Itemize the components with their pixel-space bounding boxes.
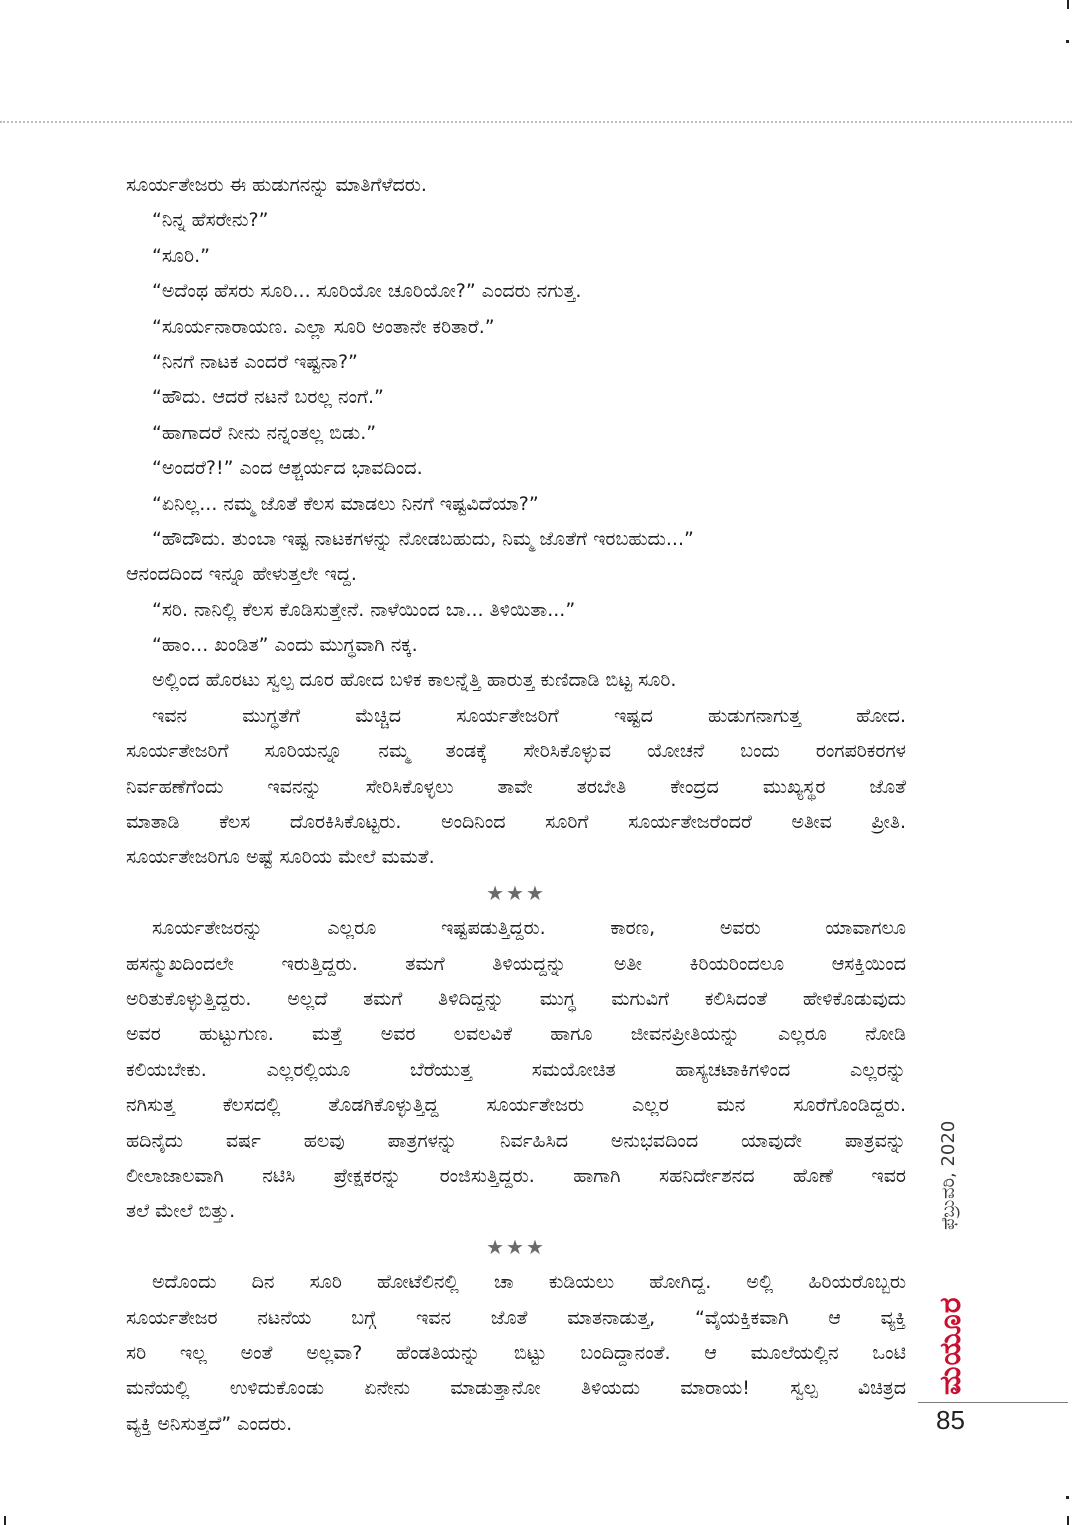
crop-mark (1066, 1496, 1069, 1499)
text-line: “ಅದೆಂಥ ಹೆಸರು ಸೂರಿ... ಸೂರಿಯೋ ಚೂರಿಯೋ?” ಎಂದರು ನಗುತ್ತ. (152, 280, 582, 303)
text-line: ಅವರ ಹುಟ್ಟುಗುಣ. ಮತ್ತೆ ಅವರ ಲವಲವಿಕೆ ಹಾಗೂ ಜೀವನಪ್ರೀತಿಯನ್ನು ಎಲ್ಲರೂ ನೋಡಿ (126, 1023, 906, 1046)
text-line: “ಸರಿ. ನಾನಿಲ್ಲಿ ಕೆಲಸ ಕೊಡಿಸುತ್ತೇನೆ. ನಾಳೆಯಿಂದ ಬಾ... ತಿಳಿಯಿತಾ...” (152, 598, 576, 621)
crop-mark (1066, 40, 1069, 43)
magazine-logo: ಮಯೂರ (933, 1296, 968, 1395)
text-line: ಅದೊಂದು ದಿನ ಸೂರಿ ಹೋಟೆಲಿನಲ್ಲಿ ಚಾ ಕುಡಿಯಲು ಹೋಗಿದ್ದ. ಅಲ್ಲಿ ಹಿರಿಯರೊಬ್ಬರು (152, 1271, 906, 1294)
section-separator: ★★★ (486, 1234, 546, 1259)
text-line: ಕಲಿಯಬೇಕು. ಎಲ್ಲರಲ್ಲಿಯೂ ಬೆರೆಯುತ್ತ ಸಮಯೋಚಿತ ಹಾಸ್ಯಚಟಾಕಿಗಳಿಂದ ಎಲ್ಲರನ್ನು (126, 1058, 906, 1081)
crop-mark (1067, 0, 1069, 9)
text-line: ಹದಿನೈದು ವರ್ಷ ಹಲವು ಪಾತ್ರಗಳನ್ನು ನಿರ್ವಹಿಸಿದ ಅನುಭವದಿಂದ ಯಾವುದೇ ಪಾತ್ರವನ್ನು (126, 1129, 906, 1152)
text-line: ನಿರ್ವಹಣೆಗೆಂದು ಇವನನ್ನು ಸೇರಿಸಿಕೊಳ್ಳಲು ತಾವೇ ತರಬೇತಿ ಕೇಂದ್ರದ ಮುಖ್ಯಸ್ಥರ ಜೊತೆ (126, 775, 906, 798)
text-line: “ಸೂರ್ಯನಾರಾಯಣ. ಎಲ್ಲಾ ಸೂರಿ ಅಂತಾನೇ ಕರಿತಾರೆ.” (152, 315, 495, 338)
text-line: ತಲೆ ಮೇಲೆ ಬಿತ್ತು. (126, 1200, 236, 1223)
text-line: “ಅಂದರೆ?!” ಎಂದ ಆಶ್ಚರ್ಯದ ಭಾವದಿಂದ. (152, 457, 423, 480)
text-line: ಹಸನ್ಮುಖದಿಂದಲೇ ಇರುತ್ತಿದ್ದರು. ತಮಗೆ ತಿಳಿಯದ್ದನ್ನು ಅತೀ ಕಿರಿಯರಿಂದಲೂ ಆಸಕ್ತಿಯಿಂದ (126, 952, 906, 975)
text-line: ಮನೆಯಲ್ಲಿ ಉಳಿದುಕೊಂಡು ಏನೇನು ಮಾಡುತ್ತಾನೋ ತಿಳಿಯದು ಮಾರಾಯ! ಸ್ವಲ್ಪ ವಿಚಿತ್ರದ (126, 1377, 906, 1400)
text-line: ವ್ಯಕ್ತಿ ಅನಿಸುತ್ತದೆ” ಎಂದರು. (126, 1412, 293, 1435)
text-line: ಸೂರ್ಯತೇಜರಿಗೆ ಸೂರಿಯನ್ನೂ ನಮ್ಮ ತಂಡಕ್ಕೆ ಸೇರಿಸಿಕೊಳ್ಳುವ ಯೋಚನೆ ಬಂದು ರಂಗಪರಿಕರಗಳ (126, 740, 906, 763)
crop-mark (4, 1516, 6, 1525)
text-line: ಸೂರ್ಯತೇಜರ ನಟನೆಯ ಬಗ್ಗೆ ಇವನ ಜೊತೆ ಮಾತನಾಡುತ್ತ, “ವೈಯಕ್ತಿಕವಾಗಿ ಆ ವ್ಯಕ್ತಿ (126, 1306, 906, 1329)
text-line: ಸೂರ್ಯತೇಜರಿಗೂ ಅಷ್ಟೆ ಸೂರಿಯ ಮೇಲೆ ಮಮತೆ. (126, 846, 435, 869)
text-line: “ಹಾಗಾದರೆ ನೀನು ನನ್ನಂತಲ್ಲ ಬಿಡು.” (152, 421, 377, 444)
text-line: “ಹೌದೌದು. ತುಂಬಾ ಇಷ್ಟ ನಾಟಕಗಳನ್ನು ನೋಡಬಹುದು, ನಿಮ್ಮ ಜೊತೆಗೆ ಇರಬಹುದು...” (152, 527, 694, 550)
text-line: “ಸೂರಿ.” (152, 244, 210, 267)
text-line: ಮಾತಾಡಿ ಕೆಲಸ ದೊರಕಿಸಿಕೊಟ್ಟರು. ಅಂದಿನಿಂದ ಸೂರಿಗೆ ಸೂರ್ಯತೇಜರೆಂದರೆ ಅತೀವ ಪ್ರೀತಿ. (126, 811, 906, 834)
page-number-rule (918, 1402, 1068, 1403)
text-line: ಸೂರ್ಯತೇಜರನ್ನು ಎಲ್ಲರೂ ಇಷ್ಟಪಡುತ್ತಿದ್ದರು. ಕಾರಣ, ಅವರು ಯಾವಾಗಲೂ (152, 917, 906, 940)
text-line: ಸರಿ ಇಲ್ಲ ಅಂತೆ ಅಲ್ಲವಾ? ಹೆಂಡತಿಯನ್ನು ಬಿಟ್ಟು ಬಂದಿದ್ದಾನಂತೆ. ಆ ಮೂಲೆಯಲ್ಲಿನ ಒಂಟಿ (126, 1341, 906, 1364)
text-line: ಆನಂದದಿಂದ ಇನ್ನೂ ಹೇಳುತ್ತಲೇ ಇದ್ದ. (126, 563, 357, 586)
text-line: ಸೂರ್ಯತೇಜರು ಈ ಹುಡುಗನನ್ನು ಮಾತಿಗೆಳೆದರು. (126, 174, 427, 196)
text-line: “ನಿನಗೆ ನಾಟಕ ಎಂದರೆ ಇಷ್ಟನಾ?” (152, 350, 358, 373)
header-dotted-rule (0, 121, 1072, 123)
text-line: “ಹೌದು. ಆದರೆ ನಟನೆ ಬರಲ್ಲ ನಂಗೆ.” (152, 386, 384, 409)
text-line: ನಗಿಸುತ್ತ ಕೆಲಸದಲ್ಲಿ ತೊಡಗಿಕೊಳ್ಳುತ್ತಿದ್ದ ಸೂರ್ಯತೇಜರು ಎಲ್ಲರ ಮನ ಸೂರೆಗೊಂಡಿದ್ದರು. (126, 1094, 906, 1117)
text-line: ಲೀಲಾಜಾಲವಾಗಿ ನಟಿಸಿ ಪ್ರೇಕ್ಷಕರನ್ನು ರಂಜಿಸುತ್ತಿದ್ದರು. ಹಾಗಾಗಿ ಸಹನಿರ್ದೇಶನದ ಹೊಣೆ ಇವರ (126, 1164, 906, 1187)
text-line: ಇವನ ಮುಗ್ಧತೆಗೆ ಮೆಚ್ಚಿದ ಸೂರ್ಯತೇಜರಿಗೆ ಇಷ್ಟದ ಹುಡುಗನಾಗುತ್ತ ಹೋದ. (152, 704, 906, 727)
text-line: ಅರಿತುಕೊಳ್ಳುತ್ತಿದ್ದರು. ಅಲ್ಲದೆ ತಮಗೆ ತಿಳಿದಿದ್ದನ್ನು ಮುಗ್ಧ ಮಗುವಿಗೆ ಕಲಿಸಿದಂತೆ ಹೇಳಿಕೊಡುವುದು (126, 987, 906, 1010)
text-line: “ಏನಿಲ್ಲ... ನಮ್ಮ ಜೊತೆ ಕೆಲಸ ಮಾಡಲು ನಿನಗೆ ಇಷ್ಟವಿದೆಯಾ?” (152, 492, 539, 515)
text-line: “ಹಾಂ... ಖಂಡಿತ” ಎಂದು ಮುಗ್ಧವಾಗಿ ನಕ್ಕ. (152, 634, 418, 657)
page-number: 85 (936, 1405, 965, 1435)
text-line: “ನಿನ್ನ ಹೆಸರೇನು?” (152, 209, 269, 232)
section-separator: ★★★ (486, 880, 546, 905)
text-line: ಅಲ್ಲಿಂದ ಹೊರಟು ಸ್ವಲ್ಪ ದೂರ ಹೋದ ಬಳಿಕ ಕಾಲನ್ನೆತ್ತಿ ಹಾರುತ್ತ ಕುಣಿದಾಡಿ ಬಿಟ್ಟ ಸೂರಿ. (152, 669, 677, 692)
story-text (126, 168, 906, 1442)
crop-mark (1067, 1516, 1069, 1525)
issue-date: ಫೆಬ್ರುವರಿ, 2020 (938, 1120, 959, 1230)
